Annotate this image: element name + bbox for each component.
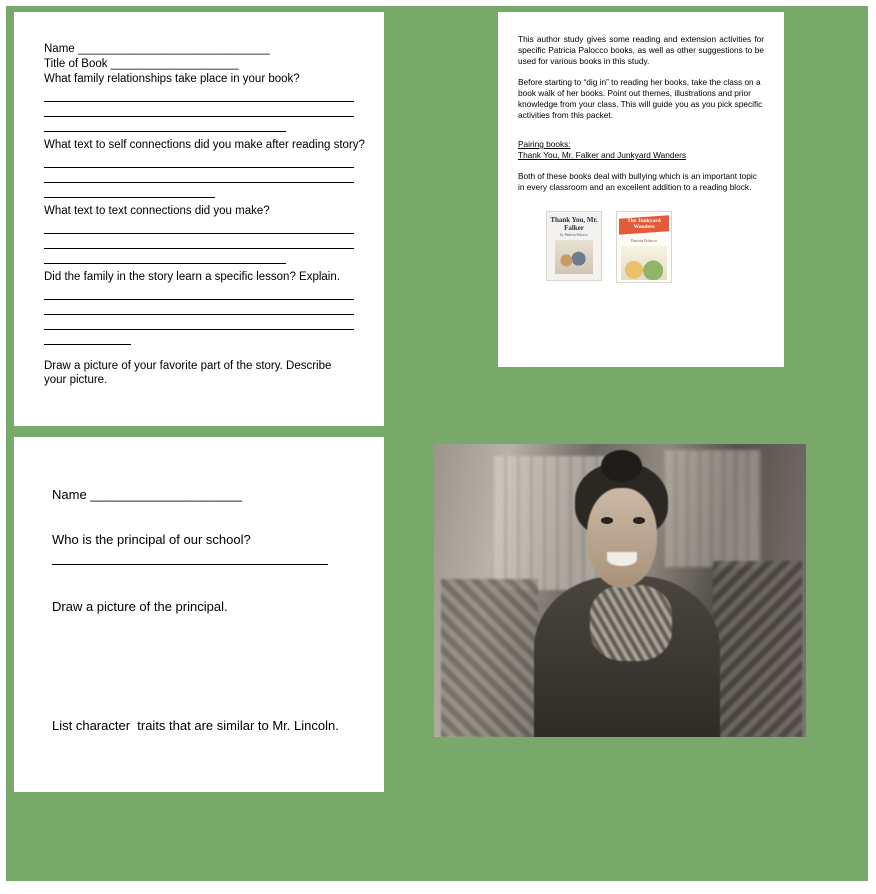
photo-subject-eye-right bbox=[633, 517, 645, 523]
question-2: What text to self connections did you make after reading story? bbox=[44, 139, 365, 151]
worksheet-family-relationships bbox=[14, 12, 384, 426]
photo-subject-eye-left bbox=[601, 517, 613, 523]
book-cover-author: Patricia Polacco bbox=[631, 238, 657, 243]
question-4: Did the family in the story learn a specific lesson? Explain. bbox=[44, 271, 340, 283]
book-cover-illustration bbox=[555, 240, 593, 274]
answer-line bbox=[44, 219, 354, 234]
answer-line bbox=[44, 168, 354, 183]
pairing-books-heading: Pairing books: bbox=[518, 139, 571, 149]
book-cover-row bbox=[546, 211, 764, 283]
intro-paragraph-3: Both of these books deal with bullying which is an important topic in every classroom and an excellent addition to a reading block. bbox=[518, 171, 757, 192]
page-margin-left bbox=[0, 0, 6, 894]
page-margin-right bbox=[868, 0, 876, 894]
book-cover-junkyard-wonders bbox=[616, 211, 672, 283]
intro-paragraph-1: This author study gives some reading and extension activities for specific Patricia Palocco books, as well as other suggestions to be used for various books in this study. bbox=[518, 34, 764, 66]
answer-line bbox=[44, 285, 354, 300]
page-margin-bottom bbox=[0, 881, 876, 894]
answer-line bbox=[44, 183, 215, 198]
photo-window-right bbox=[665, 450, 762, 567]
answer-line bbox=[44, 153, 354, 168]
worksheet-principal bbox=[14, 437, 384, 792]
answer-line bbox=[44, 330, 131, 345]
question-2: Draw a picture of the principal. bbox=[52, 599, 228, 614]
question-1: Who is the principal of our school? bbox=[52, 532, 251, 547]
book-cover-subtitle: by Patricia Polacco bbox=[560, 233, 588, 237]
photo-wicker-chair-left bbox=[441, 579, 538, 737]
photo-wicker-chair-right bbox=[713, 561, 802, 737]
title-of-book-field-label: Title of Book ____________________ bbox=[44, 58, 239, 70]
name-field-label: Name _____________________ bbox=[52, 487, 243, 502]
photo-subject-face bbox=[587, 488, 658, 588]
book-cover-title: Thank You, Mr. Falker bbox=[550, 216, 598, 232]
page-margin-top bbox=[0, 0, 876, 6]
answer-line bbox=[44, 249, 286, 264]
photo-subject-scarf bbox=[590, 585, 672, 661]
question-3: List character traits that are similar to Mr. Lincoln. bbox=[52, 718, 339, 733]
author-study-intro-panel bbox=[498, 12, 784, 367]
answer-line bbox=[44, 87, 354, 102]
pairing-books-titles: Thank You, Mr. Falker and Junkyard Wanders bbox=[518, 150, 687, 160]
question-3: What text to text connections did you make? bbox=[44, 205, 270, 217]
book-cover-title: The Junkyard Wonders bbox=[627, 218, 661, 230]
author-portrait-photo bbox=[434, 444, 806, 737]
question-5: Draw a picture of your favorite part of the story. Describe your picture. bbox=[44, 360, 332, 386]
photo-subject-smile bbox=[607, 552, 637, 565]
book-cover-thank-you-mr-falker bbox=[546, 211, 602, 281]
answer-line bbox=[44, 117, 286, 132]
book-cover-illustration bbox=[621, 246, 667, 280]
intro-paragraph-2: Before starting to “dig in” to reading her books, take the class on a book walk of her books. Point out themes, illustrations and prior knowledge from your class. This will guide you as you pick specific activities from this packet. bbox=[518, 77, 763, 120]
answer-line bbox=[44, 315, 354, 330]
answer-line bbox=[44, 234, 354, 249]
name-field-label: Name ______________________________ bbox=[44, 43, 270, 55]
answer-line bbox=[44, 102, 354, 117]
answer-line bbox=[44, 300, 354, 315]
question-1: What family relationships take place in your book? bbox=[44, 73, 300, 85]
